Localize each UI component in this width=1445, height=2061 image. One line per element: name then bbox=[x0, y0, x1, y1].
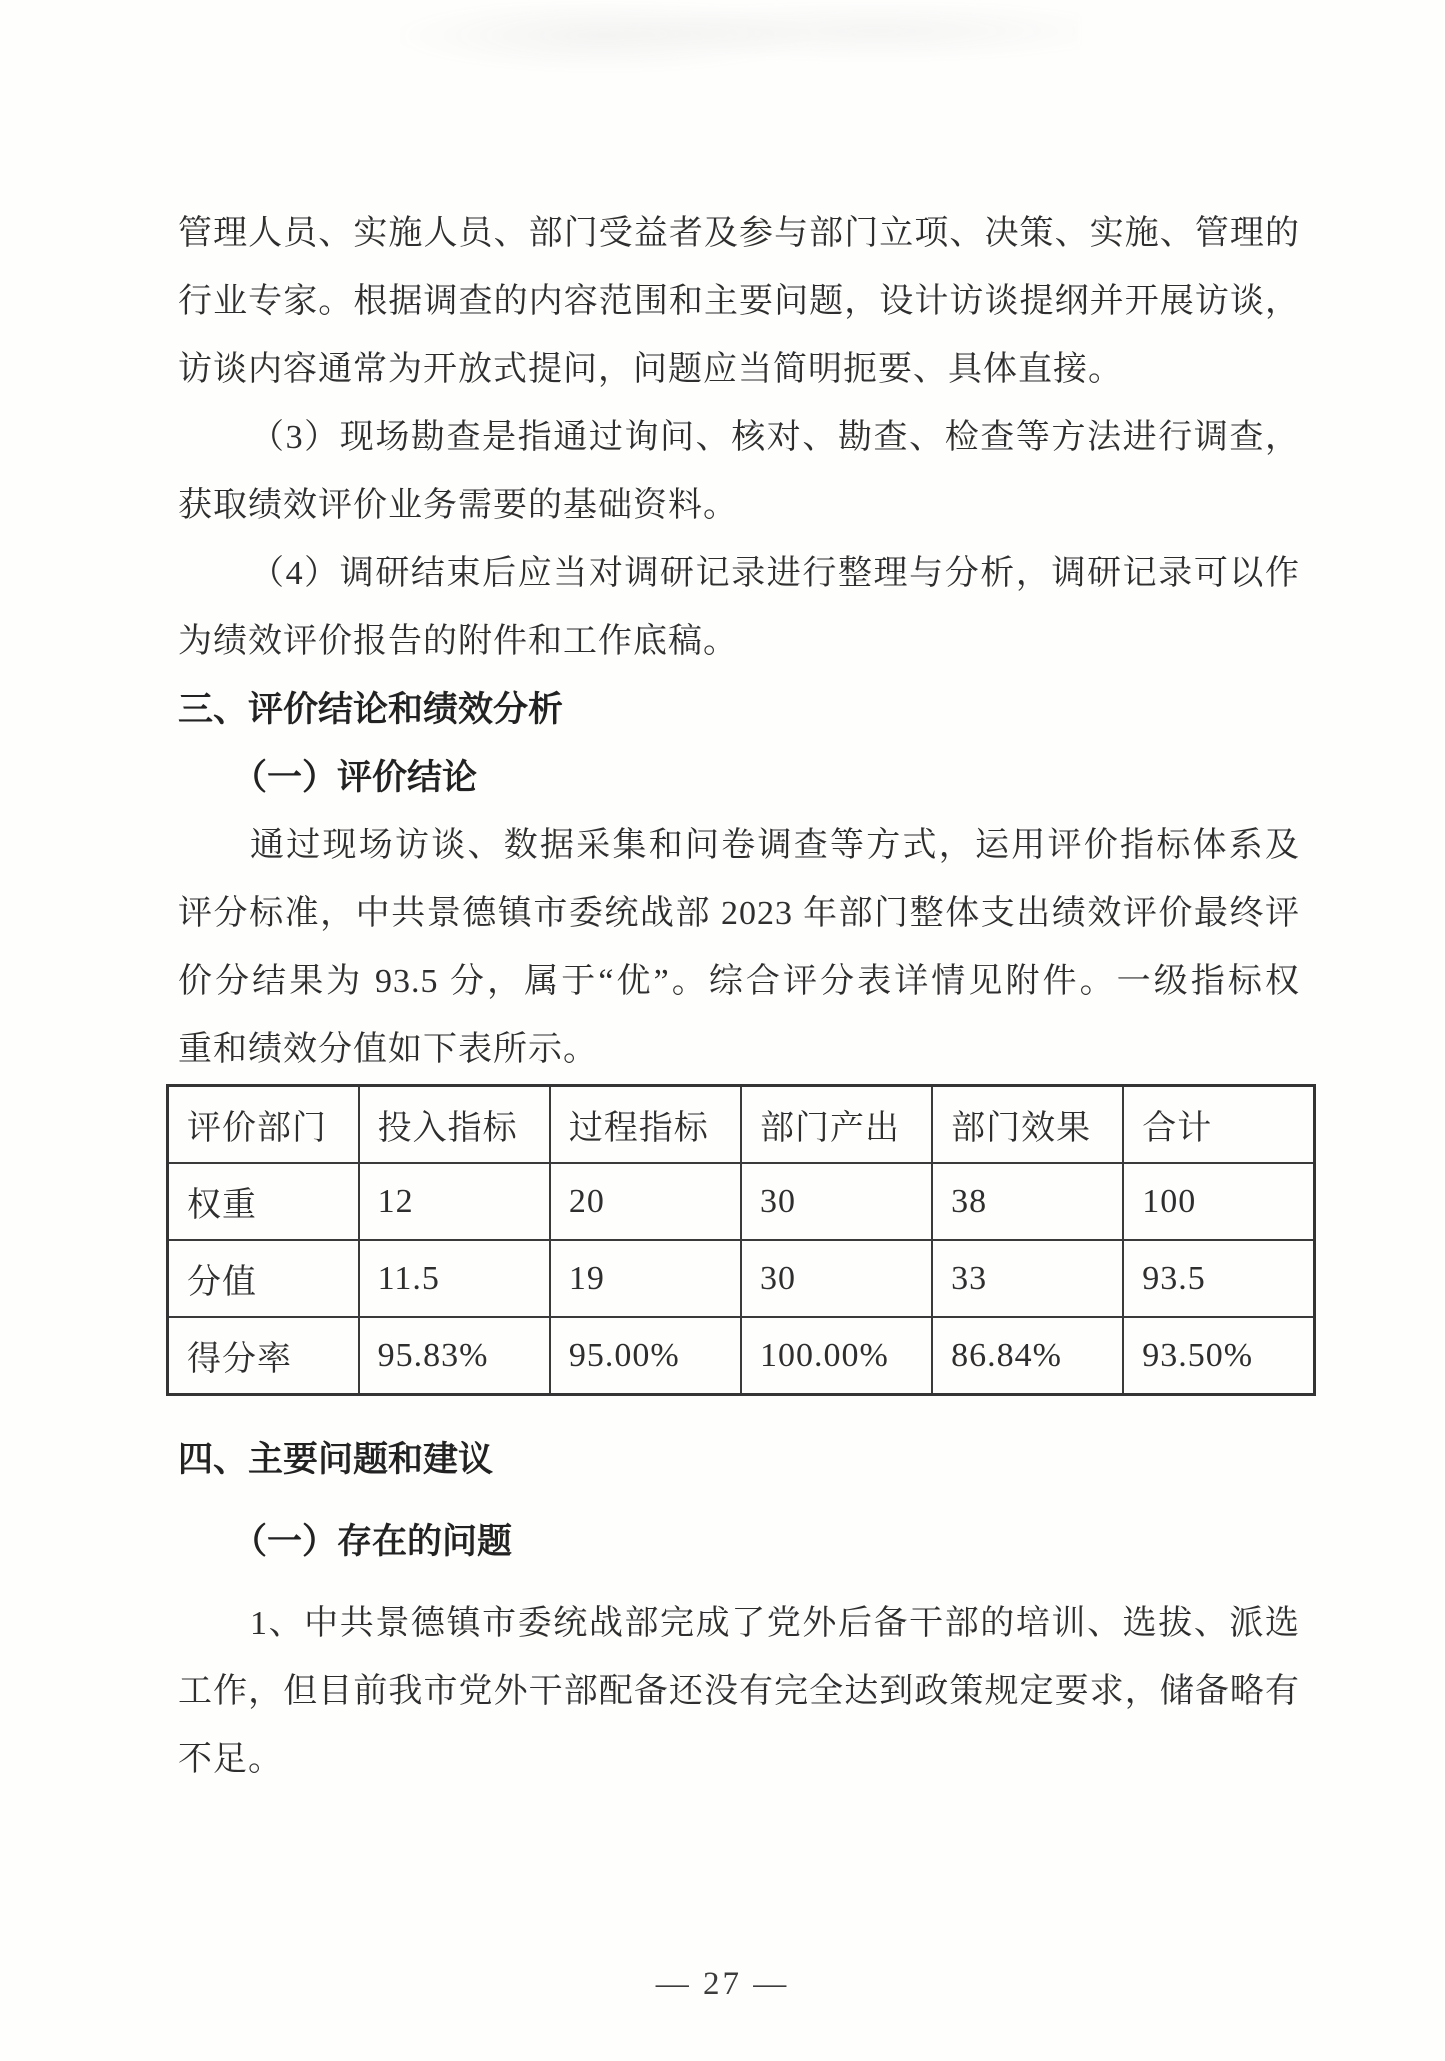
table-cell: 100 bbox=[1123, 1163, 1314, 1240]
score-table bbox=[166, 1084, 1316, 1396]
table-cell: 分值 bbox=[168, 1240, 359, 1317]
table-cell: 95.00% bbox=[550, 1317, 741, 1395]
table-cell: 20 bbox=[550, 1163, 741, 1240]
table-header-cell: 过程指标 bbox=[550, 1086, 741, 1164]
paragraph-evaluation-conclusion bbox=[178, 812, 1300, 1084]
table-cell: 86.84% bbox=[932, 1317, 1123, 1395]
paragraph-line: 通过现场访谈、数据采集和问卷调查等方式，运用评价指标体系及 bbox=[250, 827, 1300, 864]
paragraph-line: 管理人员、实施人员、部门受益者及参与部门立项、决策、实施、管理的 bbox=[178, 215, 1300, 252]
table-row-weight bbox=[168, 1163, 1315, 1240]
paragraph-line: 价分结果为 93.5 分，属于“优”。综合评分表详情见附件。一级指标权 bbox=[178, 963, 1300, 1000]
table-header-cell: 合计 bbox=[1123, 1086, 1314, 1164]
page-number: — 27 — bbox=[655, 1966, 790, 2002]
sub-heading-3-1: （一）评价结论 bbox=[232, 758, 478, 797]
table-cell: 得分率 bbox=[168, 1317, 359, 1395]
paragraph-line: 获取绩效评价业务需要的基础资料。 bbox=[178, 487, 738, 524]
paragraph-line: （4）调研结束后应当对调研记录进行整理与分析，调研记录可以作 bbox=[250, 555, 1300, 592]
paragraph-site-survey bbox=[178, 404, 1300, 540]
table-row-score-rate bbox=[168, 1317, 1315, 1395]
spacer bbox=[178, 1494, 1300, 1508]
paragraph-line: 工作，但目前我市党外干部配备还没有完全达到政策规定要求，储备略有 bbox=[178, 1673, 1300, 1710]
table-cell: 19 bbox=[550, 1240, 741, 1317]
document-body bbox=[178, 200, 1300, 1794]
table-cell: 12 bbox=[359, 1163, 550, 1240]
table-cell: 38 bbox=[932, 1163, 1123, 1240]
table-cell: 93.5 bbox=[1123, 1240, 1314, 1317]
table-row-score bbox=[168, 1240, 1315, 1317]
paragraph-existing-problems bbox=[178, 1590, 1300, 1794]
table-cell: 95.83% bbox=[359, 1317, 550, 1395]
table-header-cell: 评价部门 bbox=[168, 1086, 359, 1164]
section-heading-3: 三、评价结论和绩效分析 bbox=[178, 690, 564, 729]
table-header-row bbox=[168, 1086, 1315, 1164]
paragraph-interview bbox=[178, 200, 1300, 404]
table-cell: 30 bbox=[741, 1240, 932, 1317]
table-cell: 100.00% bbox=[741, 1317, 932, 1395]
paragraph-line: 行业专家。根据调查的内容范围和主要问题，设计访谈提纲并开展访谈， bbox=[178, 283, 1300, 320]
paragraph-line: 1、中共景德镇市委统战部完成了党外后备干部的培训、选拔、派选 bbox=[250, 1605, 1300, 1642]
table-cell: 11.5 bbox=[359, 1240, 550, 1317]
score-table-body bbox=[168, 1163, 1315, 1395]
table-cell: 93.50% bbox=[1123, 1317, 1314, 1395]
table-cell: 33 bbox=[932, 1240, 1123, 1317]
scan-bleedthrough-artifact bbox=[400, 4, 1080, 94]
paragraph-research-records bbox=[178, 540, 1300, 676]
page-footer bbox=[0, 1966, 1445, 2003]
table-header-cell: 部门产出 bbox=[741, 1086, 932, 1164]
spacer bbox=[178, 1576, 1300, 1590]
paragraph-line: （3）现场勘查是指通过询问、核对、勘查、检查等方法进行调查， bbox=[250, 419, 1300, 456]
table-header-cell: 投入指标 bbox=[359, 1086, 550, 1164]
paragraph-line: 重和绩效分值如下表所示。 bbox=[178, 1031, 598, 1068]
table-cell: 30 bbox=[741, 1163, 932, 1240]
score-table-head bbox=[168, 1086, 1315, 1164]
paragraph-line: 评分标准，中共景德镇市委统战部 2023 年部门整体支出绩效评价最终评 bbox=[178, 895, 1300, 932]
table-cell: 权重 bbox=[168, 1163, 359, 1240]
paragraph-line: 不足。 bbox=[178, 1741, 283, 1778]
section-heading-4: 四、主要问题和建议 bbox=[178, 1440, 494, 1479]
paragraph-line: 访谈内容通常为开放式提问，问题应当简明扼要、具体直接。 bbox=[178, 351, 1123, 388]
paragraph-line: 为绩效评价报告的附件和工作底稿。 bbox=[178, 623, 738, 660]
spacer bbox=[178, 1396, 1300, 1426]
sub-heading-4-1: （一）存在的问题 bbox=[232, 1522, 513, 1561]
table-header-cell: 部门效果 bbox=[932, 1086, 1123, 1164]
